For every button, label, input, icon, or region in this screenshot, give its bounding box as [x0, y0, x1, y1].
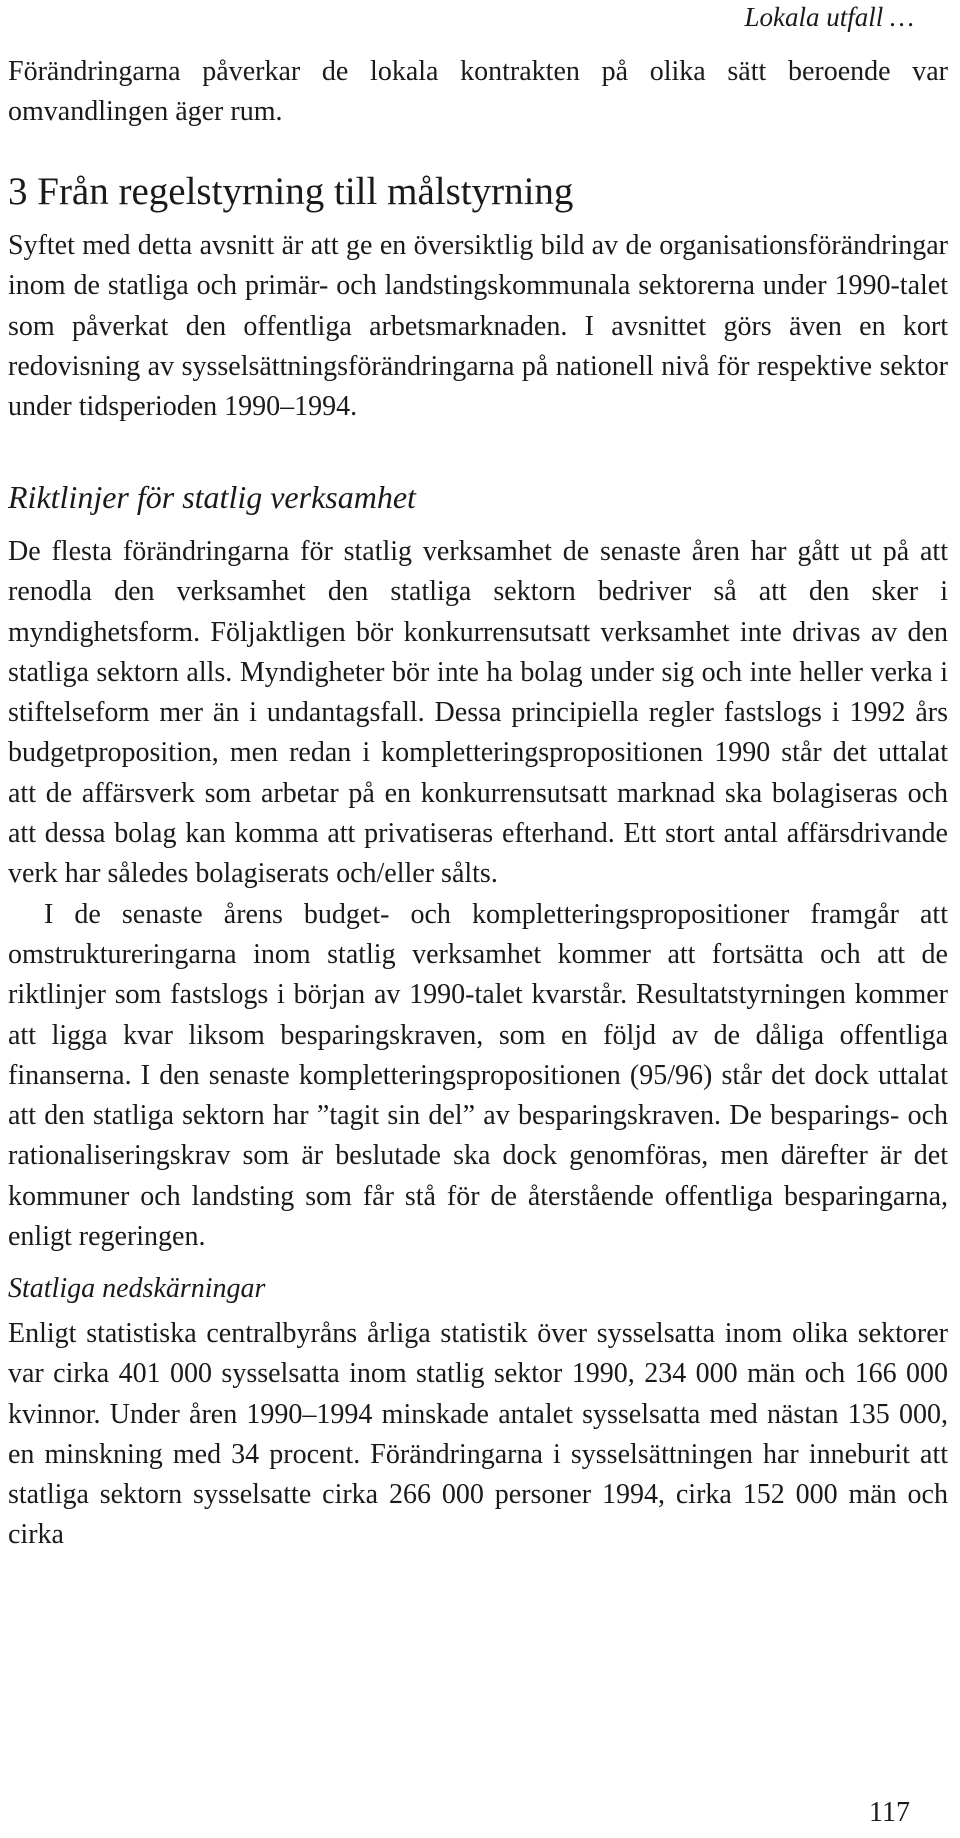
nedskarningar-paragraph: Enligt statistiska centralbyråns årliga statistik över sysselsatta inom olika sektorer var cirka 401 000 sysselsatta inom statlig sektor 1990, 234 000 män och 166 000 kvinnor. Under åren 1990–1994 minskade antalet sysselsatta med nästan 135 000, en minskning med 34 procent. Förändringarna i sysselsättningen har inneburit att statliga sektorn sysselsatte cirka 266 000 personer 1994, cirka 152 000 män och cirka [8, 1318, 948, 1551]
section-intro-block [8, 226, 948, 427]
subsection-heading-riktlinjer: Riktlinjer för statlig verksamhet [8, 479, 416, 515]
page-number: 117 [869, 1797, 910, 1828]
riktlinjer-paragraph-2: I de senaste årens budget- och kompletteringspropositioner framgår att omstruktureringarna inom statlig verksamhet kommer att fortsätta och att de riktlinjer som fastslogs i början av 1990-talet kvarstår. Resultatstyrningen kommer att ligga kvar liksom besparingskraven, som en följd av de dåliga offentliga finanserna. I den senaste kompletteringspropositionen (95/96) står det dock uttalat att den statliga sektorn har ”tagit sin del” av besparingskraven. De besparings- och rationaliseringskrav som är beslutade ska dock genomföras, men därefter är det kommuner och landsting som får stå för de återstående offentliga besparingarna, enligt regeringen. [8, 898, 948, 1253]
intro-block [8, 52, 948, 133]
subsection-heading-nedskarningar: Statliga nedskärningar [8, 1273, 266, 1304]
running-header: Lokala utfall … [744, 2, 914, 32]
document-page [8, 0, 954, 1838]
riktlinjer-paragraph-1: De flesta förändringarna för statlig verksamhet de senaste åren har gått ut på att renodla den verksamhet den statliga sektorn bedriver så att den sker i myndighetsform. Följaktligen bör konkurrensutsatt verksamhet inte drivas av den statliga sektorn alls. Myndigheter bör inte ha bolag under sig och inte heller verka i stiftelseform mer än i undantagsfall. Dessa principiella regler fastslogs i 1992 års budgetproposition, men redan i kompletteringspropositionen 1990 står det uttalat att de affärsverk som arbetar på en konkurrensutsatt marknad ska bolagiseras och att dessa bolag kan komma att privatiseras efterhand. Ett stort antal affärsdrivande verk har således bolagiserats och/eller sålts. [8, 536, 948, 890]
intro-paragraph: Förändringarna påverkar de lokala kontrakten på olika sätt beroende var omvandlingen äger rum. [8, 56, 948, 128]
section-paragraph: Syftet med detta avsnitt är att ge en översiktlig bild av de organisationsförändringar inom de statliga och primär- och landstingskommunala sektorerna under 1990-talet som påverkat den offentliga arbetsmarknaden. I avsnittet görs även en kort redovisning av sysselsättningsförändringarna på nationell nivå för respektive sektor under tidsperioden 1990–1994. [8, 230, 948, 423]
riktlinjer-block [8, 532, 948, 1257]
section-heading: 3 Från regelstyrning till målstyrning [8, 170, 574, 213]
nedskarningar-block [8, 1314, 948, 1556]
